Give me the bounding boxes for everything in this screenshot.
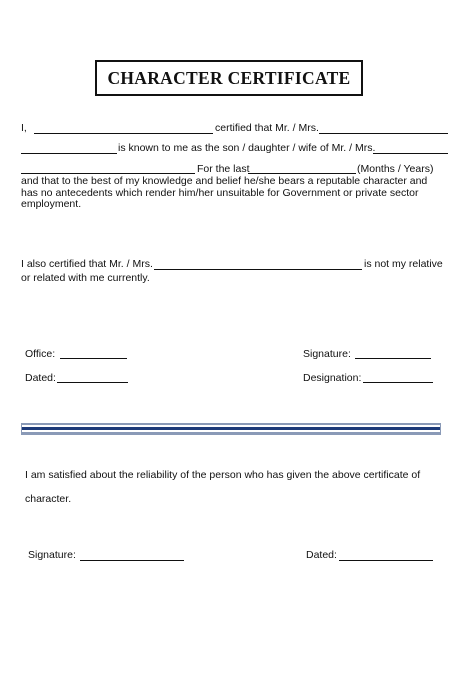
duration-field[interactable] — [248, 173, 356, 174]
person-name-field[interactable] — [319, 133, 448, 134]
also-certified-label: I also certified that Mr. / Mrs. — [21, 258, 153, 270]
attestation-signature-field[interactable] — [80, 560, 184, 561]
months-years-label: (Months / Years) — [357, 163, 434, 175]
for-the-last-label: For the last — [197, 163, 250, 175]
attestation-statement-end: character. — [25, 493, 72, 505]
attestation-signature-label: Signature: — [28, 549, 76, 561]
address-field[interactable] — [21, 173, 195, 174]
character-statement: and that to the best of my knowledge and belief he/she bears a reputable character and has no antecedents which render him/her unsuitable for Government or private sector employment. — [21, 175, 428, 211]
designation-label: Designation: — [303, 372, 362, 384]
divider-band-edge — [440, 423, 441, 435]
signature-label: Signature: — [303, 348, 351, 360]
certifier-name-field[interactable] — [34, 133, 213, 134]
divider-band — [21, 427, 441, 430]
signature-field[interactable] — [355, 358, 431, 359]
related-currently-label: or related with me currently. — [21, 272, 150, 284]
dated-label: Dated: — [25, 372, 56, 384]
divider-band-bottom — [21, 432, 441, 435]
divider-band-top — [21, 423, 441, 425]
not-relative-label: is not my relative — [364, 258, 443, 270]
dated-field[interactable] — [57, 382, 128, 383]
known-as-label: is known to me as the son / daughter / wife of Mr. / Mrs. — [118, 142, 376, 154]
attestation-dated-label: Dated: — [306, 549, 337, 561]
divider-band-edge — [21, 423, 22, 435]
designation-field[interactable] — [363, 382, 433, 383]
title-box — [95, 60, 363, 96]
certifier-prefix: I, — [21, 122, 27, 134]
relative-name-field[interactable] — [154, 269, 362, 270]
office-label: Office: — [25, 348, 56, 360]
attestation-statement: I am satisfied about the reliability of the person who has given the above certificate of — [25, 469, 421, 481]
certified-that-label: certified that Mr. / Mrs. — [215, 122, 319, 134]
attestation-dated-field[interactable] — [339, 560, 433, 561]
office-field[interactable] — [60, 358, 127, 359]
relation-name-field[interactable] — [21, 153, 117, 154]
page-title: CHARACTER CERTIFICATE — [107, 67, 351, 88]
parent-name-field[interactable] — [373, 153, 448, 154]
